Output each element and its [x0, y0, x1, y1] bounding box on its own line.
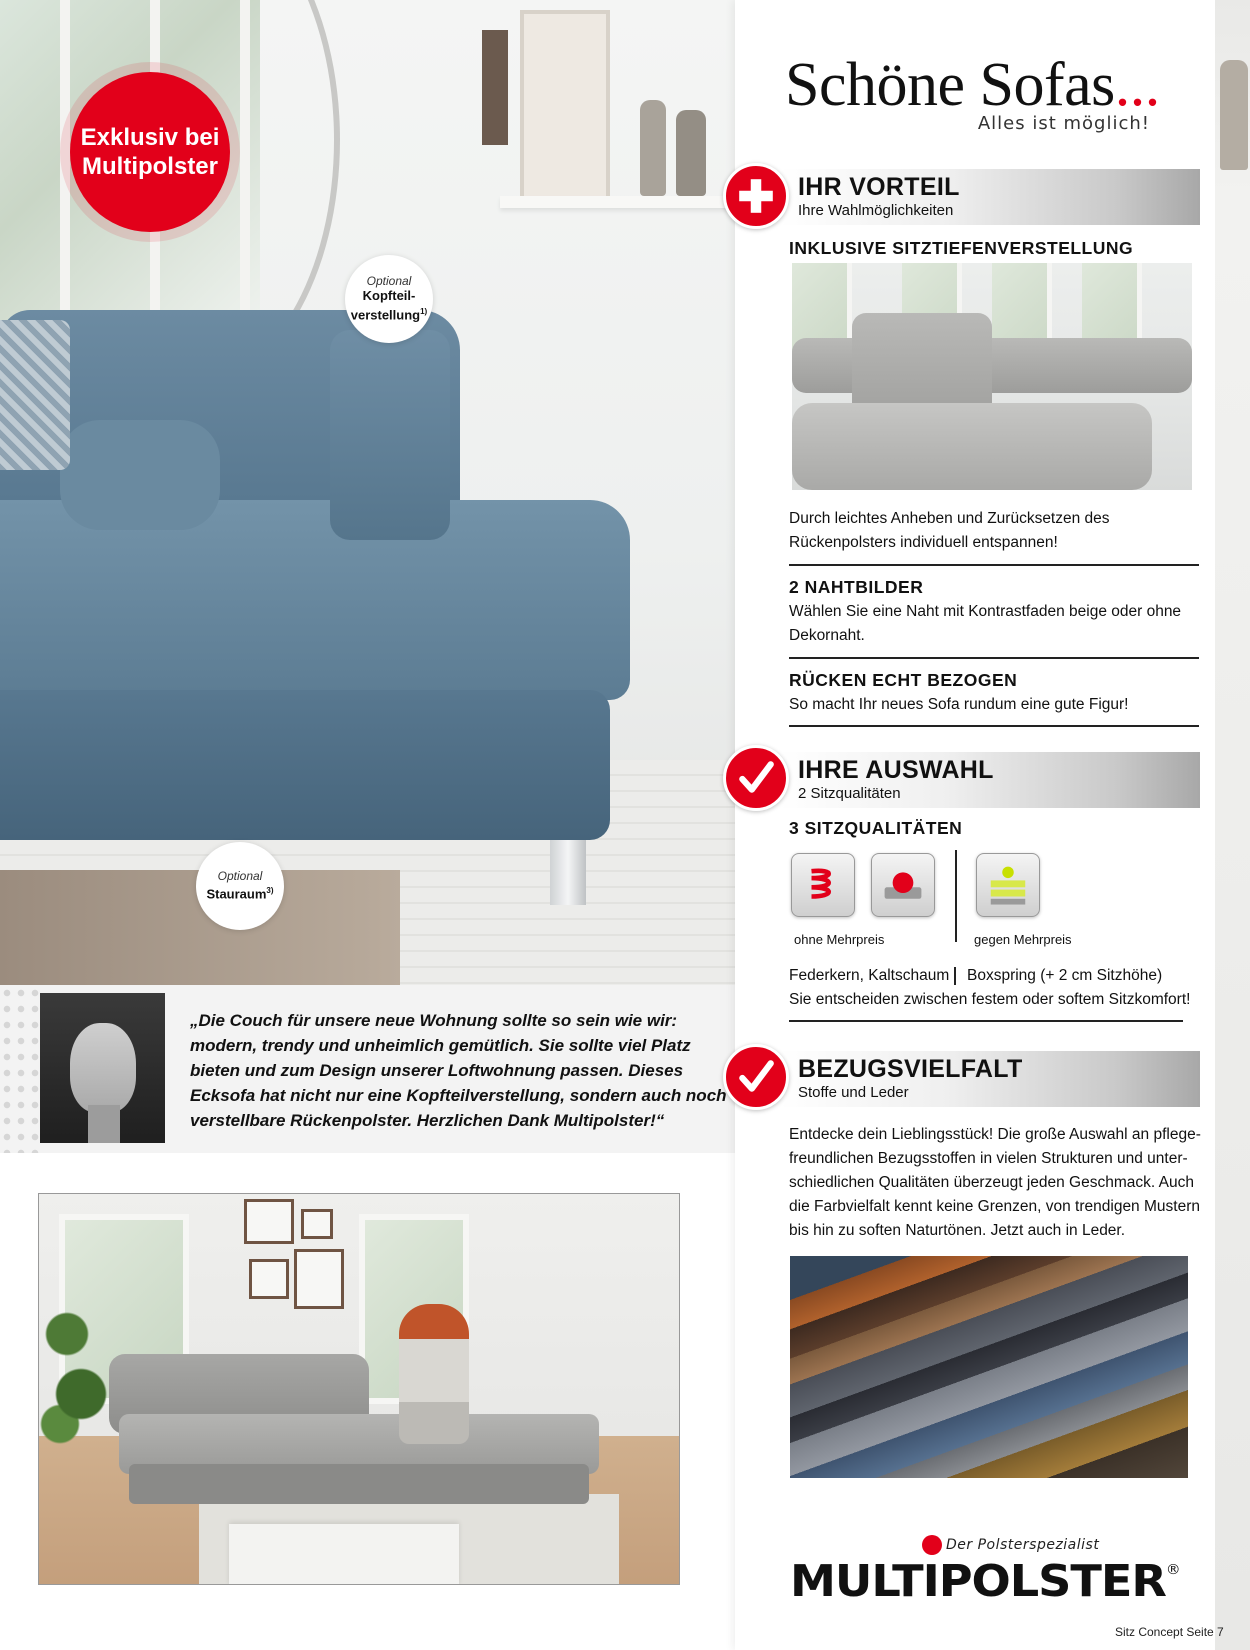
- sofa-headrest: [330, 330, 450, 540]
- wall-art-strip: [482, 30, 508, 145]
- exclusive-badge-line1: Exklusiv bei: [80, 124, 220, 151]
- quality-right: Boxspring (+ 2 cm Sitzhöhe): [967, 967, 1163, 984]
- sofa-seat: [792, 403, 1152, 490]
- divider: [789, 657, 1199, 659]
- edge-photo-strip: [1215, 0, 1250, 1650]
- headrest-label-line1: Kopfteil-: [362, 288, 416, 304]
- wall-picture: [244, 1199, 294, 1244]
- feature-back-text: So macht Ihr neues Sofa rundum eine gute Figur!: [789, 696, 1129, 713]
- bezug-text: Entdecke dein Lieblingsstück! Die große Auswahl an pflegefreundlichen Bezugsstoffen in vielen Strukturen und unterschiedlichen Qualitäten überzeugt jeden Geschmack. Auch die Farbvielfalt kennt keine Grenzen, von trendigen Mustern bis hin zu soften Naturtönen. Jetzt auch in Leder.: [789, 1126, 1201, 1239]
- page-subtitle: Alles ist möglich!: [977, 113, 1150, 134]
- brand-tagline: Der Polsterspezialist: [946, 1537, 1100, 1553]
- brand-logo: [790, 1556, 1180, 1607]
- checkmark-icon: [723, 1044, 789, 1110]
- portrait-neck: [88, 1105, 120, 1143]
- vase: [640, 100, 666, 196]
- wall-picture: [520, 10, 610, 200]
- exclusive-badge: [70, 72, 230, 232]
- divider: [789, 1020, 1183, 1022]
- checkmark-icon: [723, 745, 789, 811]
- exclusive-badge-line2: Multipolster: [82, 153, 218, 180]
- page-footer: Sitz Concept Seite 7: [1115, 1625, 1224, 1639]
- seat-comfort-summary: Sie entscheiden zwischen festem oder softem Sitzkomfort!: [789, 991, 1191, 1008]
- portrait-face: [70, 1023, 136, 1113]
- headrest-optional-label: Optional: [366, 274, 412, 289]
- divider: [789, 564, 1199, 566]
- vorteil-subheading: Ihre Wahlmöglichkeiten: [798, 202, 954, 219]
- grey-sofa-photo: [792, 263, 1192, 490]
- spring-icon: [791, 853, 855, 917]
- plus-icon: [723, 163, 789, 229]
- bezug-heading: BEZUGSVIELFALT: [798, 1055, 1023, 1083]
- foam-icon: [871, 853, 935, 917]
- feature-seat-depth-text: Durch leichtes Anheben und Zurücksetzen des Rückenpolsters individuell entspannen!: [789, 510, 1110, 551]
- boxspring-icon: [976, 853, 1040, 917]
- feature-seat-depth-title: INKLUSIVE SITZTIEFENVERSTELLUNG: [789, 238, 1134, 258]
- vorteil-heading: IHR VORTEIL: [798, 173, 960, 201]
- storage-footnote: 3): [266, 886, 274, 896]
- headrest-footnote: 1): [420, 307, 428, 317]
- auswahl-heading: IHRE AUSWAHL: [798, 756, 994, 784]
- auswahl-subheading: 2 Sitzqualitäten: [798, 785, 901, 802]
- feature-seams-text: Wählen Sie eine Naht mit Kontrastfaden beige oder ohne Dekornaht.: [789, 603, 1182, 644]
- sofa-seat: [0, 500, 630, 700]
- headrest-label-line2: verstellung: [350, 307, 421, 323]
- sofa-leg: [550, 840, 586, 905]
- page-title: [785, 50, 1205, 120]
- grey-sofa-base: [129, 1464, 589, 1504]
- vorteil-header-bar: [780, 169, 1200, 225]
- divider: [789, 725, 1199, 727]
- wall-picture: [294, 1249, 344, 1309]
- wall-picture: [249, 1259, 289, 1299]
- storage-label: Stauraum: [206, 886, 267, 902]
- quality-separator: [954, 967, 956, 985]
- page-title-ellipsis: ...: [1114, 51, 1160, 119]
- woman-on-sofa: [399, 1304, 469, 1444]
- fabric-swatches-photo: [790, 1256, 1188, 1478]
- living-room-photo: [38, 1193, 680, 1585]
- storage-optional-label: Optional: [217, 869, 263, 884]
- seat-quality-separator: [955, 850, 957, 942]
- seat-qualities-title: 3 SITZQUALITÄTEN: [789, 818, 963, 838]
- wall-picture: [301, 1209, 333, 1239]
- page-title-text: Schöne Sofas: [785, 51, 1115, 119]
- testimonial-quote: „Die Couch für unsere neue Wohnung sollte so sein wie wir: modern, trendy und unheimlich gemütlich. Sie sollte viel Platz bieten und zum Design unserer Loftwohnung passen. Dieses Ecksofa hat nicht nur eine Kopfteilverstellung, sondern auch noch verstellbare Rückenpolster. Herzlichen Dank Multipolster!“: [190, 1011, 727, 1130]
- wall-shelf: [500, 196, 735, 208]
- customer-portrait: [40, 993, 165, 1143]
- sofa-cushion: [60, 420, 220, 530]
- auswahl-header-bar: [780, 752, 1200, 808]
- label-no-extra-cost: ohne Mehrpreis: [794, 932, 885, 947]
- bezug-subheading: Stoffe und Leder: [798, 1084, 909, 1101]
- label-extra-cost: gegen Mehrpreis: [974, 932, 1072, 947]
- brand-dot: [922, 1535, 942, 1555]
- feature-back-title: RÜCKEN ECHT BEZOGEN: [789, 670, 1018, 690]
- brand-name: MULTIPOLSTER: [790, 1556, 1166, 1607]
- headrest-badge: [345, 255, 433, 343]
- brand-registered: ®: [1165, 1562, 1180, 1578]
- vase: [1220, 60, 1248, 170]
- plant: [39, 1274, 109, 1474]
- storage-badge: [196, 842, 284, 930]
- bezug-header-bar: [780, 1051, 1200, 1107]
- quality-left: Federkern, Kaltschaum: [789, 967, 950, 984]
- sofa-base: [0, 690, 610, 840]
- feature-seams-title: 2 NAHTBILDER: [789, 577, 924, 597]
- vase: [676, 110, 706, 196]
- coffee-table: [229, 1524, 459, 1585]
- patterned-pillow: [0, 320, 70, 470]
- dot-pattern: [0, 985, 40, 1153]
